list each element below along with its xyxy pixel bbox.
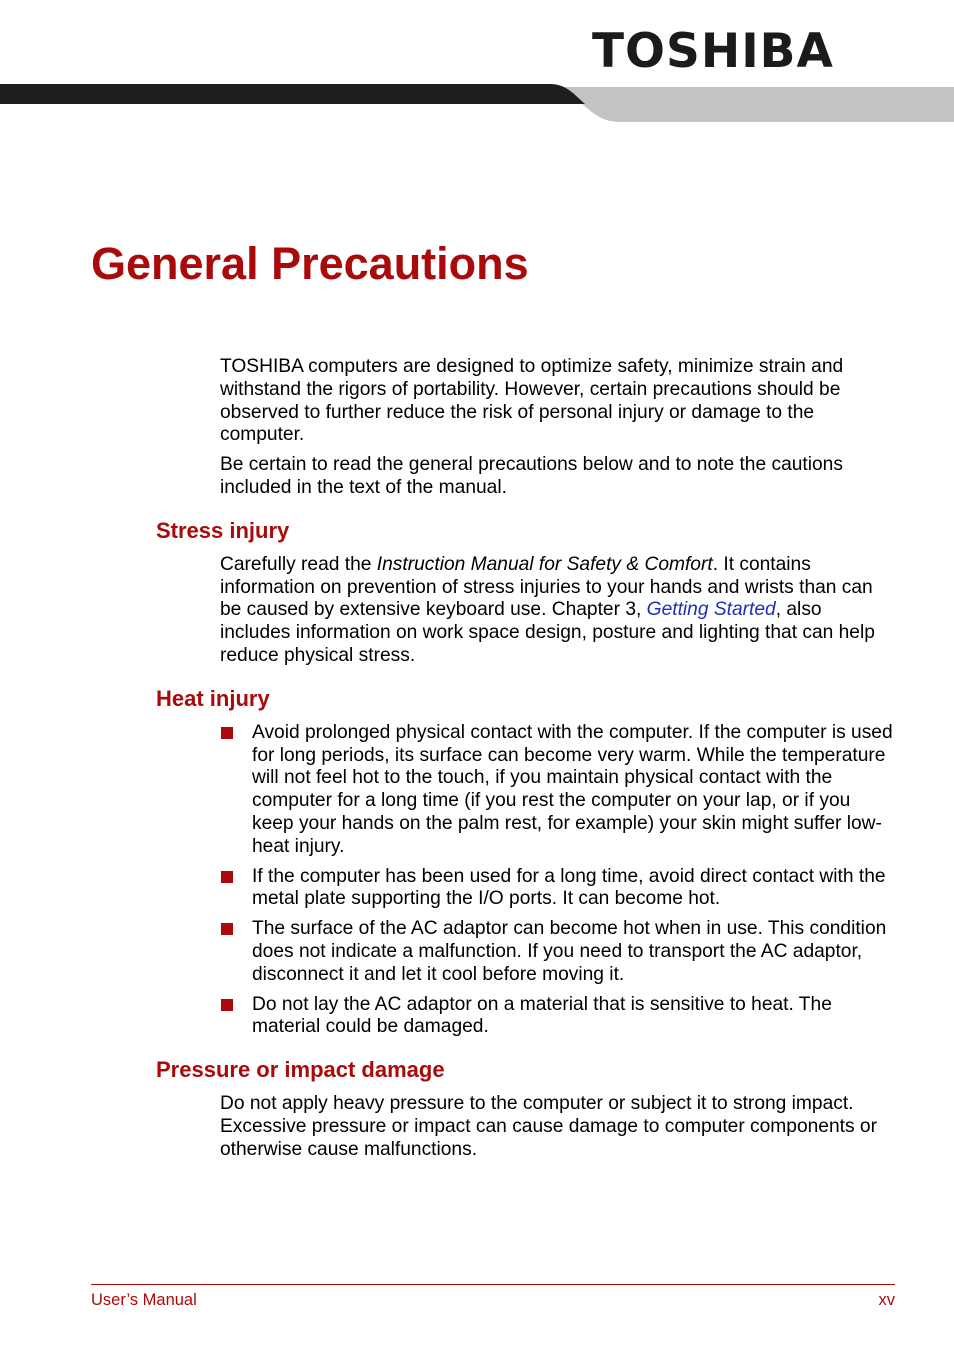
safety-manual-title: Instruction Manual for Safety & Comfort: [376, 553, 713, 575]
stress-text-middle: . It contains information on prevention of stress injuries to your hands and wrists than can be caused by extensive keyboard use. Chapter 3,: [220, 553, 873, 621]
list-item-text: Do not lay the AC adaptor on a material that is sensitive to heat. The material could be damaged.: [252, 993, 832, 1038]
stress-text-start: Carefully read the: [220, 553, 377, 575]
list-item: [252, 918, 894, 986]
pressure-damage-paragraph: Do not apply heavy pressure to the computer or subject it to strong impact. Excessive pressure or impact can cause damage to computer components or otherwise cause malfunctions.: [220, 1093, 877, 1160]
pressure-damage-heading: Pressure or impact damage: [156, 1057, 445, 1083]
list-item: [252, 866, 894, 912]
stress-injury-heading: Stress injury: [156, 517, 290, 543]
toshiba-logo: TOSHIBA: [592, 24, 834, 79]
header-band-dark: [0, 84, 585, 104]
heat-injury-heading: Heat injury: [156, 685, 270, 711]
getting-started-link[interactable]: Getting Started: [646, 599, 776, 621]
bullet-square-icon: [221, 727, 233, 739]
main-content: [0, 356, 954, 1169]
list-item: [252, 722, 894, 859]
list-item-text: If the computer has been used for a long time, avoid direct contact with the metal plate supporting the I/O ports. It can become hot.: [252, 865, 886, 910]
intro-paragraph-2: Be certain to read the general precautions below and to note the cautions included in the text of the manual.: [220, 454, 843, 498]
list-item-text: Avoid prolonged physical contact with the computer. If the computer is used for long periods, its surface can become very warm. While the temperature will not feel hot to the touch, if you maintain physical contact with the computer for a long time (if you rest the computer on your lap, or if you keep your hands on the palm rest, for example) your skin might suffer low-heat injury.: [252, 721, 893, 857]
list-item-text: The surface of the AC adaptor can become hot when in use. This condition does not indicate a malfunction. If you need to transport the AC adaptor, disconnect it and let it cool before moving it.: [252, 918, 887, 985]
stress-injury-paragraph: [220, 554, 895, 668]
page-title: General Precautions: [91, 238, 529, 289]
intro-paragraph-1: TOSHIBA computers are designed to optimize safety, minimize strain and withstand the rigors of portability. However, certain precautions should be observed to further reduce the risk of personal injury or damage to the computer.: [220, 356, 844, 446]
footer-manual-label: User’s Manual: [91, 1291, 197, 1309]
list-item: [252, 994, 894, 1040]
bullet-square-icon: [221, 923, 233, 935]
footer-divider: [91, 1284, 895, 1285]
header-band-light: [565, 87, 954, 122]
heat-injury-list: [0, 722, 954, 1039]
stress-text-end: , also includes information on work space design, posture and lighting that can help reduce physical stress.: [220, 599, 875, 666]
header-band: [0, 84, 954, 126]
bullet-square-icon: [221, 871, 233, 883]
footer-page-number: xv: [878, 1291, 895, 1309]
bullet-square-icon: [221, 999, 233, 1011]
